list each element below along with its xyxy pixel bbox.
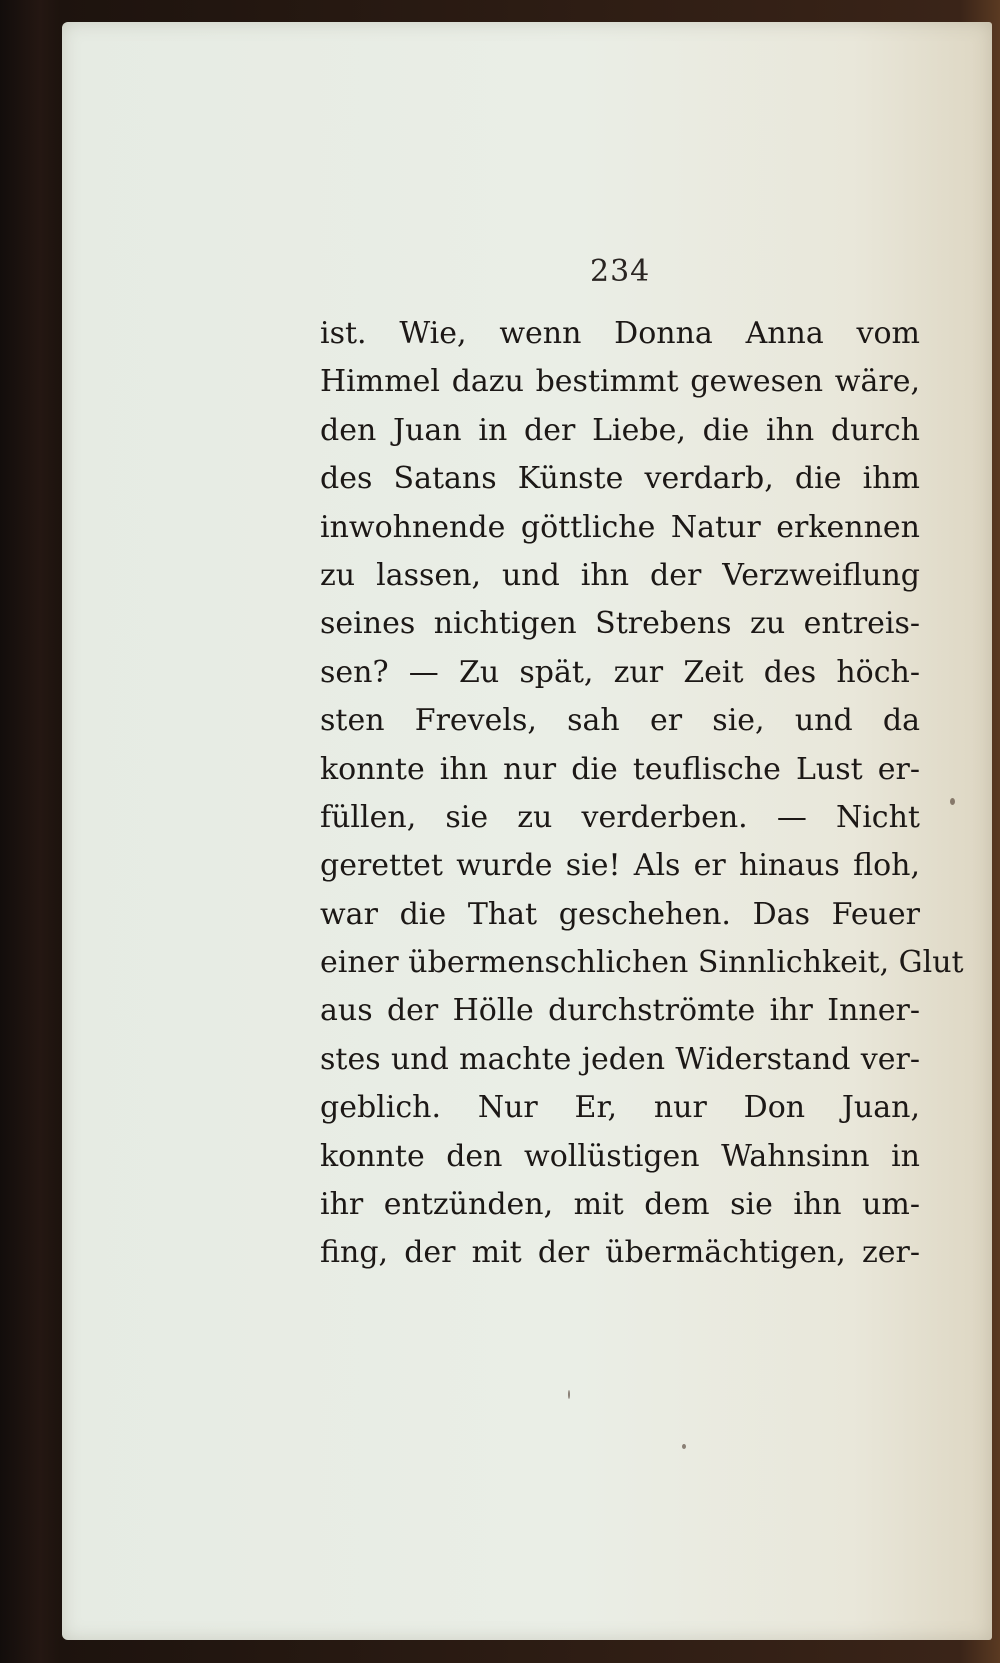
- text-line: einer übermenschlichen Sinnlichkeit, Glut: [320, 945, 964, 981]
- text-line: ihr entzünden, mit dem sie ihn um-: [320, 1187, 920, 1223]
- text-line: fing, der mit der übermächtigen, zer-: [320, 1235, 920, 1271]
- text-line: konnte den wollüstigen Wahnsinn in: [320, 1138, 920, 1174]
- text-line: des Satans Künste verdarb, die ihm: [320, 461, 920, 497]
- text-line: sen? — Zu spät, zur Zeit des höch-: [320, 654, 920, 690]
- ink-speck: [568, 1390, 570, 1399]
- text-line: zu lassen, und ihn der Verzweiflung: [320, 557, 920, 593]
- ink-speck: [682, 1444, 686, 1449]
- text-line: inwohnende göttliche Natur erkennen: [320, 509, 920, 545]
- ink-speck: [950, 798, 955, 805]
- text-line: aus der Hölle durchströmte ihr Inner-: [320, 993, 920, 1029]
- text-line: ist. Wie, wenn Donna Anna vom: [320, 316, 920, 351]
- text-line: war die That geschehen. Das Feuer: [320, 896, 920, 932]
- body-text: [320, 310, 964, 1278]
- text-line: konnte ihn nur die teuflische Lust er-: [320, 751, 920, 787]
- text-line: gerettet wurde sie! Als er hinaus floh,: [320, 848, 920, 884]
- text-line: sten Frevels, sah er sie, und da: [320, 703, 920, 739]
- page-number: 234: [590, 254, 651, 289]
- text-line: den Juan in der Liebe, die ihn durch: [320, 412, 920, 448]
- text-line: geblich. Nur Er, nur Don Juan,: [320, 1090, 920, 1126]
- text-line: Himmel dazu bestimmt gewesen wäre,: [320, 364, 920, 400]
- paper-page: [62, 22, 992, 1640]
- text-line: stes und machte jeden Widerstand ver-: [320, 1041, 920, 1077]
- text-line: füllen, sie zu verderben. — Nicht: [320, 799, 920, 835]
- text-line: seines nichtigen Strebens zu entreis-: [320, 606, 920, 642]
